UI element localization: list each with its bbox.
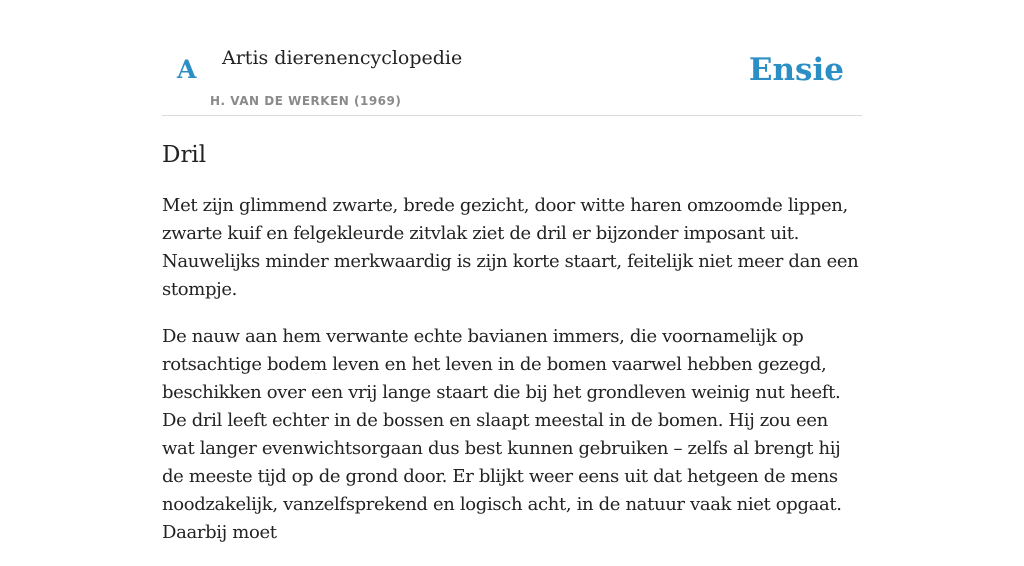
article-paragraph: Met zijn glimmend zwarte, brede gezicht, door witte haren omzoomde lippen, zwarte kuif en felgekleurde zitvlak ziet de dril er bijzonder imposant uit. Nauwelijks minder merkwaardig is zijn korte staart, feitelijk niet meer dan een stompje. [162, 195, 859, 300]
publication-logo[interactable]: A [177, 55, 197, 84]
author-line: H. VAN DE WERKEN (1969) [210, 94, 402, 108]
article-title: Dril [162, 142, 207, 168]
header [162, 0, 862, 116]
article-paragraph: De nauw aan hem verwante echte bavianen immers, die voornamelijk op rotsachtige bodem leven en het leven in de bomen vaarwel hebben gezegd, beschikken over een vrij lange staart die bij het grondleven weinig nut heeft. De dril leeft echter in de bossen en slaapt meestal in de bomen. Hij zou een wat langer evenwichtsorgaan dus best kunnen gebruiken – zelfs al brengt hij de meeste tijd op de grond door. Er blijkt weer eens uit dat hetgeen de mens noodzakelijk, vanzelfsprekend en logisch acht, in de natuur vaak niet opgaat. Daarbij moet [162, 326, 842, 543]
article-body [162, 192, 864, 566]
publication-title[interactable]: Artis dierenencyclopedie [222, 47, 463, 69]
brand-logo[interactable]: Ensie [748, 52, 844, 88]
